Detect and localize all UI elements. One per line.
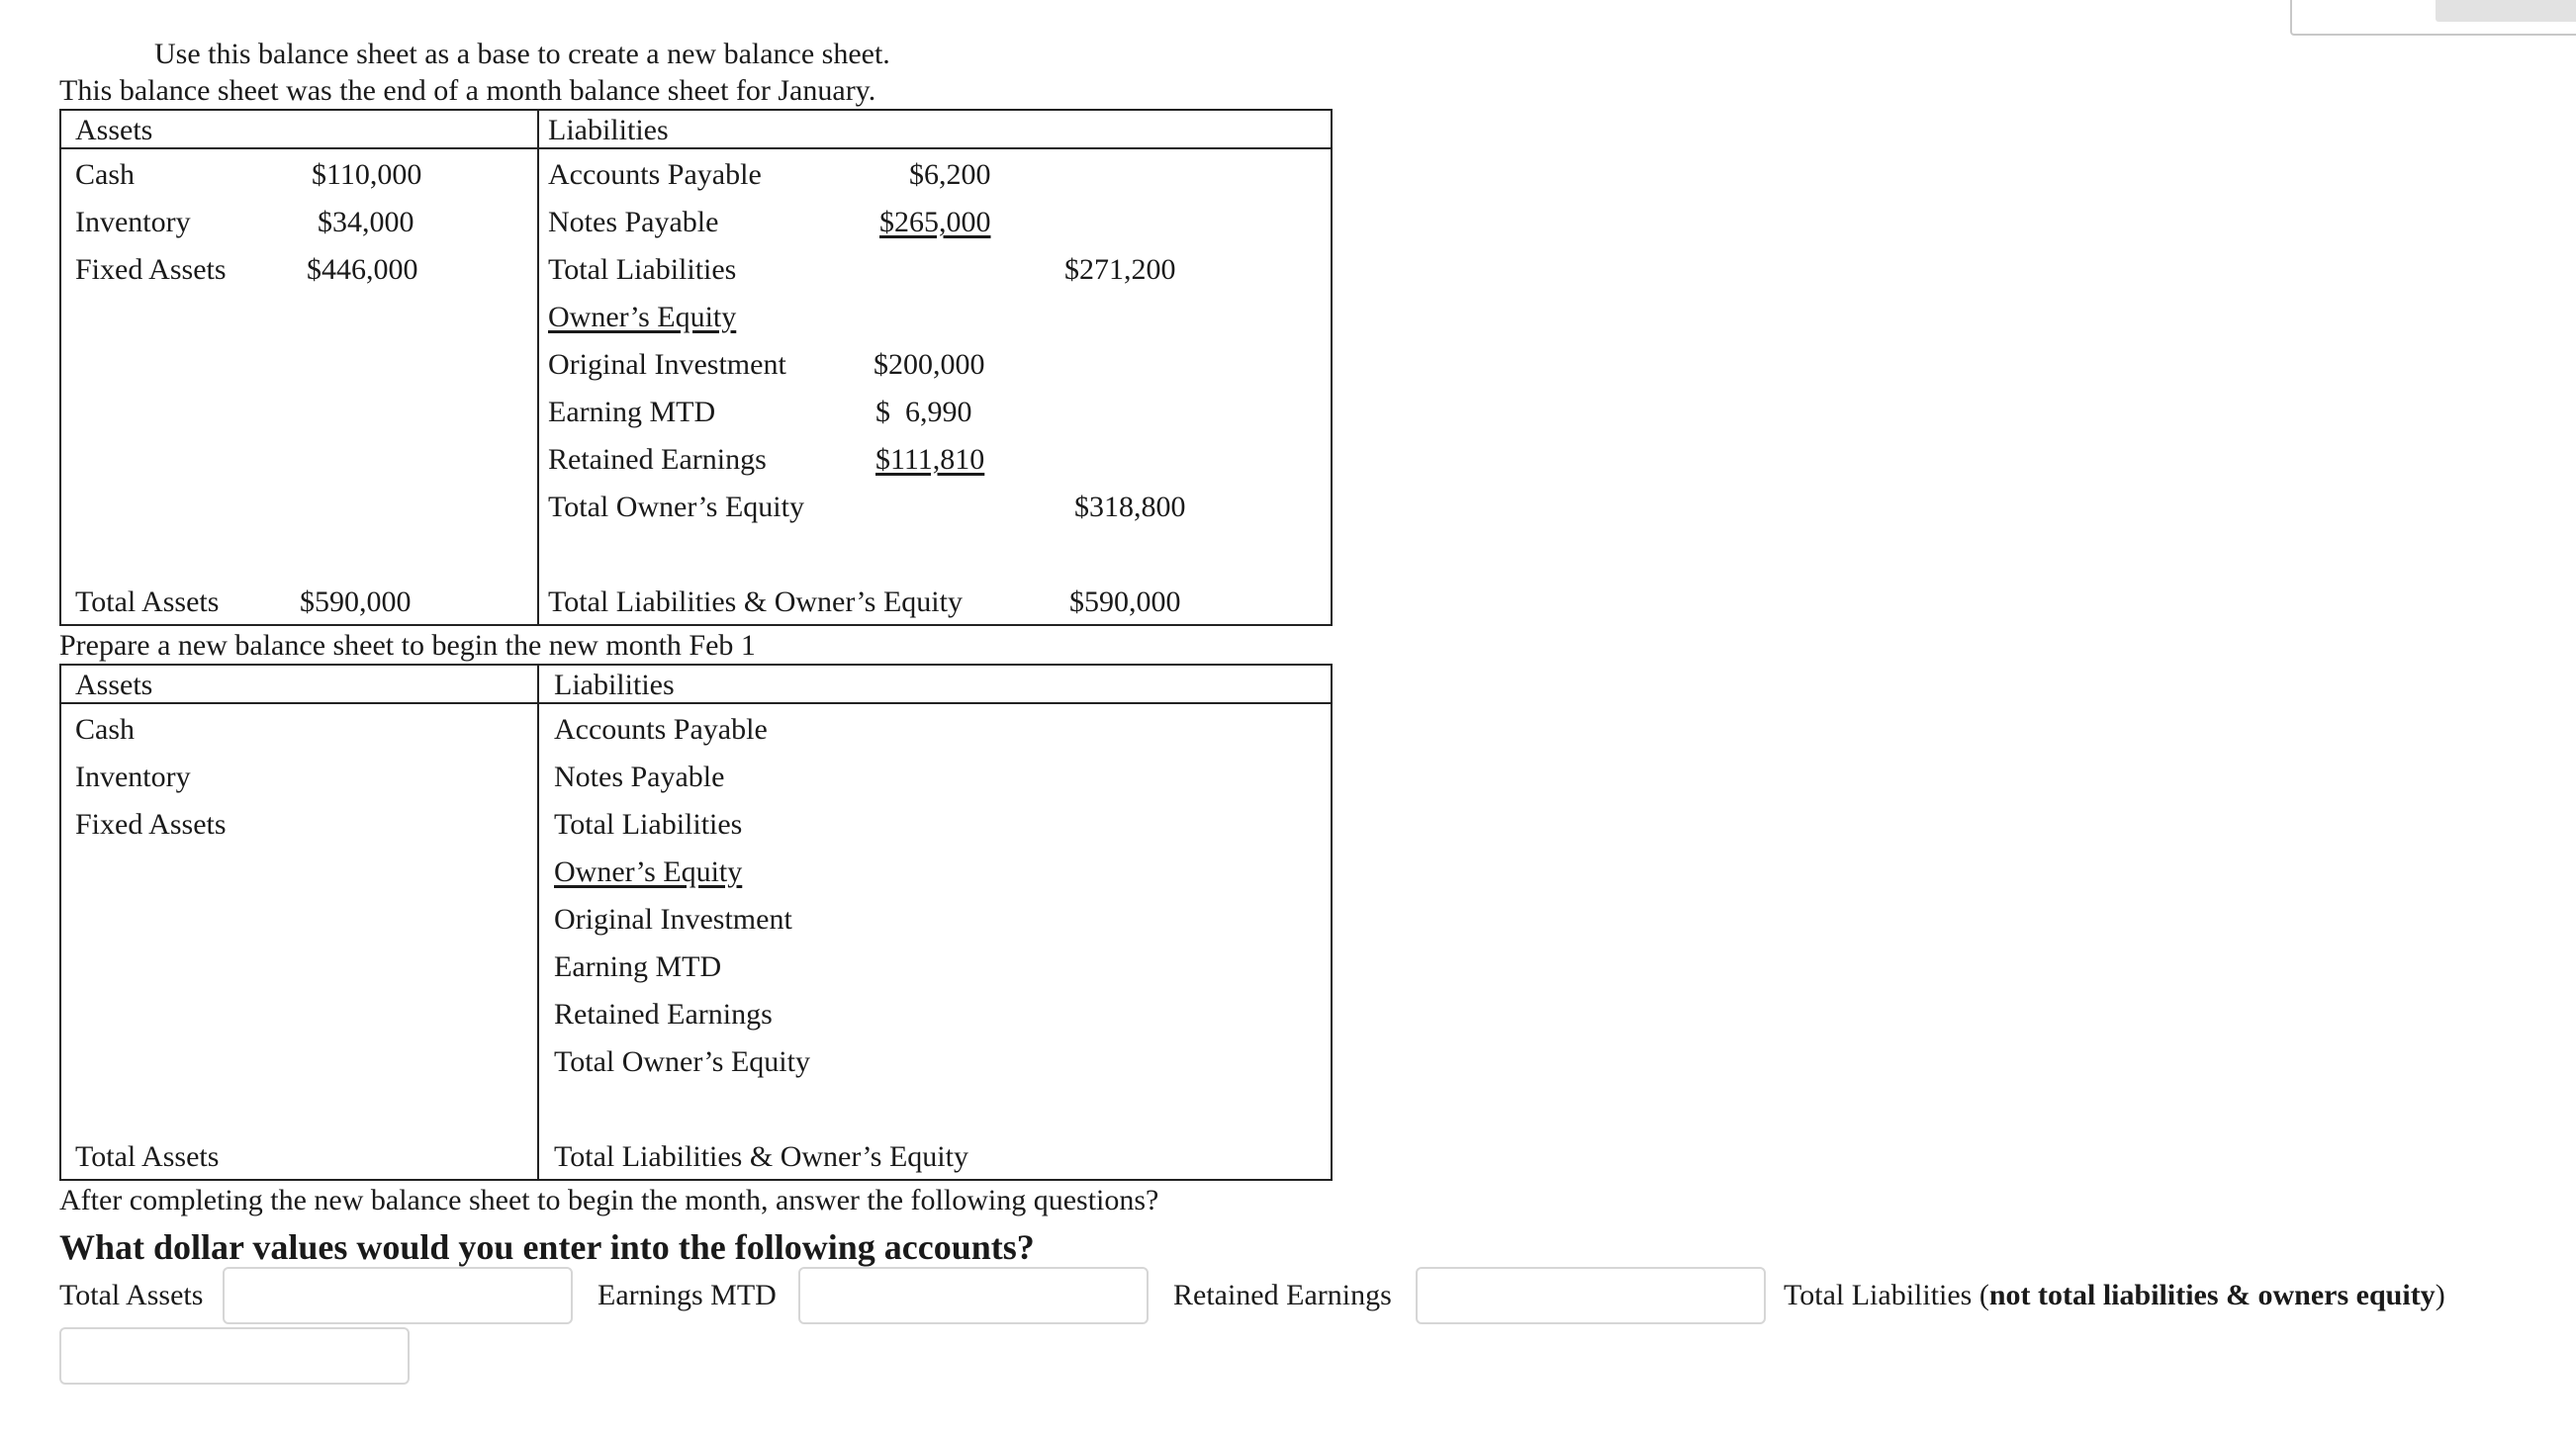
sheet1-equity-label-retained-earnings: Retained Earnings	[548, 443, 767, 476]
sheet2-equity-label-total-owners-equity: Total Owner’s Equity	[554, 1045, 810, 1078]
sheet1-asset-value-cash: $110,000	[312, 158, 422, 191]
sheet1-asset-label-cash: Cash	[75, 158, 135, 191]
sheet2-owners-equity-heading: Owner’s Equity	[554, 855, 743, 888]
sheet1-assets-header: Assets	[75, 114, 153, 146]
sheet1-equity-value-original-investment: $200,000	[874, 348, 985, 381]
sheet1-asset-value-inventory: $34,000	[318, 206, 414, 238]
sheet2-assets-header: Assets	[75, 669, 153, 701]
intro-line-2: This balance sheet was the end of a month balance sheet for January.	[59, 74, 876, 107]
sheet2-liabilities-header: Liabilities	[554, 669, 675, 701]
sheet1-asset-value-fixed-assets: $446,000	[307, 253, 418, 286]
sheet1-column-divider	[537, 109, 539, 626]
sheet2-asset-label-fixed-assets: Fixed Assets	[75, 808, 227, 841]
sheet1-liab-label-accounts-payable: Accounts Payable	[548, 158, 762, 191]
sheet1-equity-label-earning-mtd: Earning MTD	[548, 396, 716, 428]
sheet2-equity-label-earning-mtd: Earning MTD	[554, 950, 722, 983]
sheet2-liab-label-accounts-payable: Accounts Payable	[554, 713, 768, 746]
sheet2-total-le-label: Total Liabilities & Owner’s Equity	[554, 1140, 968, 1173]
sheet2-header-divider	[59, 702, 1333, 704]
answer-label-total-liabilities	[1784, 1281, 2445, 1310]
answer-input-total-assets[interactable]	[223, 1267, 573, 1324]
sheet1-owners-equity-heading: Owner’s Equity	[548, 301, 737, 333]
prepare-instruction: Prepare a new balance sheet to begin the new month Feb 1	[59, 629, 756, 662]
sheet1-asset-label-fixed-assets: Fixed Assets	[75, 253, 227, 286]
sheet2-liab-label-total-liabilities: Total Liabilities	[554, 808, 743, 841]
sheet2-asset-label-inventory: Inventory	[75, 761, 191, 793]
answer-input-total-liabilities[interactable]	[59, 1327, 410, 1385]
answer-input-earnings-mtd[interactable]	[798, 1267, 1149, 1324]
answer-label-retained-earnings: Retained Earnings	[1173, 1279, 1392, 1311]
sheet1-total-assets-label: Total Assets	[75, 585, 220, 618]
sheet1-total-assets-value: $590,000	[300, 585, 412, 618]
sheet2-asset-label-cash: Cash	[75, 713, 135, 746]
sheet2-equity-label-retained-earnings: Retained Earnings	[554, 998, 773, 1031]
sheet2-column-divider	[537, 664, 539, 1181]
after-instruction: After completing the new balance sheet to begin the month, answer the following questions?	[59, 1184, 1159, 1216]
sheet1-total-owners-equity: $318,800	[1074, 491, 1186, 523]
sheet1-asset-label-inventory: Inventory	[75, 206, 191, 238]
answer-label-total-liabilities-text: Total Liabilities (	[1784, 1279, 1989, 1311]
sheet1-liab-label-total-liabilities: Total Liabilities	[548, 253, 737, 286]
sheet1-liab-label-notes-payable: Notes Payable	[548, 206, 719, 238]
sheet1-equity-value-earning-mtd: $ 6,990	[875, 396, 972, 428]
answer-label-total-assets: Total Assets	[59, 1279, 204, 1311]
sheet1-equity-value-retained-earnings: $111,810	[875, 443, 985, 476]
sheet1-header-divider	[59, 147, 1333, 149]
sheet1-liabilities-header: Liabilities	[548, 114, 669, 146]
answer-label-total-liabilities-note: not total liabilities & owners equity	[1988, 1279, 2436, 1311]
sheet1-equity-label-original-investment: Original Investment	[548, 348, 786, 381]
sheet2-liab-label-notes-payable: Notes Payable	[554, 761, 725, 793]
answer-label-total-liabilities-close: )	[2435, 1279, 2445, 1311]
sheet1-liab-value-notes-payable: $265,000	[879, 206, 991, 238]
intro-line-1: Use this balance sheet as a base to create a new balance sheet.	[154, 38, 890, 70]
sheet1-liab-value-accounts-payable: $6,200	[909, 158, 991, 191]
sheet2-equity-label-original-investment: Original Investment	[554, 903, 792, 936]
sheet1-equity-label-total-owners-equity: Total Owner’s Equity	[548, 491, 804, 523]
answer-input-retained-earnings[interactable]	[1416, 1267, 1766, 1324]
sheet2-total-assets-label: Total Assets	[75, 1140, 220, 1173]
sheet1-total-le-value: $590,000	[1069, 585, 1181, 618]
answer-label-earnings-mtd: Earnings MTD	[598, 1279, 777, 1311]
question-heading: What dollar values would you enter into the following accounts?	[59, 1227, 1035, 1267]
top-button[interactable]	[2436, 0, 2576, 22]
sheet1-total-le-label: Total Liabilities & Owner’s Equity	[548, 585, 963, 618]
sheet1-liab-total-liabilities: $271,200	[1064, 253, 1176, 286]
